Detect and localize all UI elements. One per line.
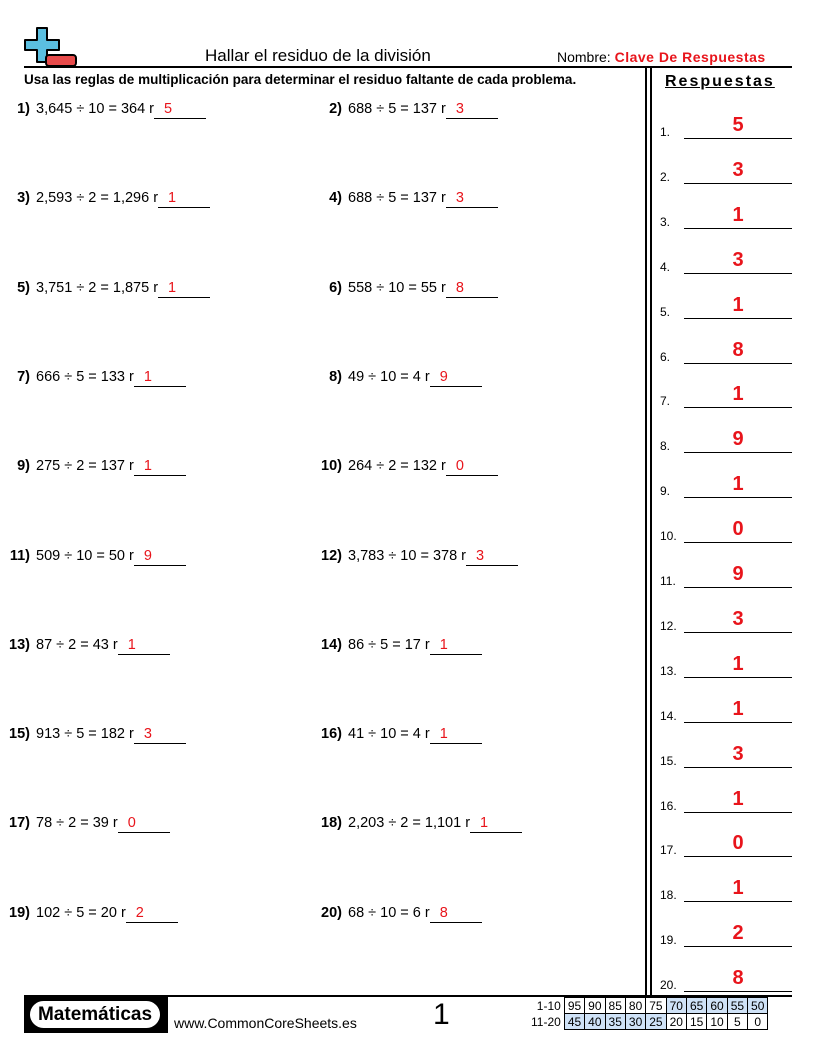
answer-key-item: [660, 378, 792, 408]
answer-key-item: [660, 603, 792, 633]
score-table: [528, 997, 768, 1030]
problem-number: 17): [9, 815, 30, 832]
answer-line: [684, 273, 792, 274]
problem-answer: 1: [134, 369, 186, 387]
answer-value: 3: [732, 248, 744, 271]
answer-number: 4.: [660, 259, 671, 274]
answer-key-item: [660, 693, 792, 723]
problem: [316, 637, 482, 655]
score-cell: 55: [727, 998, 747, 1014]
brand-label: Matemáticas: [30, 1001, 160, 1028]
answer-key-item: [660, 872, 792, 902]
answer-number: 17.: [660, 843, 677, 858]
answer-key-item: [660, 199, 792, 229]
answer-value: 1: [732, 203, 744, 226]
answer-key-item: [660, 917, 792, 947]
site-url: www.CommonCoreSheets.es: [174, 1015, 357, 1031]
problem: [316, 458, 498, 476]
answer-value: 8: [732, 338, 744, 361]
answer-key-item: [660, 513, 792, 543]
answer-number: 11.: [660, 574, 676, 588]
score-cell: 50: [748, 998, 768, 1014]
problem: [4, 280, 210, 298]
answer-number: 2.: [660, 169, 671, 184]
score-row: [528, 1014, 768, 1030]
problem-text: 3,645 ÷ 10 = 364 r: [36, 101, 155, 117]
worksheet-title: Hallar el residuo de la división: [205, 46, 431, 65]
answer-number: 8.: [660, 439, 671, 454]
answer-value: 0: [732, 518, 744, 541]
score-cell: 25: [646, 1014, 666, 1030]
answer-number: 19.: [660, 933, 677, 948]
answer-line: [684, 856, 792, 857]
problem-answer: 1: [134, 458, 186, 476]
problem: [316, 548, 518, 566]
score-row-label: 1-10: [536, 998, 561, 1013]
answer-key-item: [660, 468, 792, 498]
answer-line: [684, 407, 792, 408]
problem: [316, 101, 498, 119]
name-field: [557, 49, 766, 65]
problem-number: 10): [321, 458, 342, 475]
answer-number: 5.: [660, 304, 671, 319]
score-row: [528, 998, 768, 1014]
problem-answer: 3: [466, 548, 518, 566]
problem: [316, 815, 522, 833]
problem: [316, 726, 482, 744]
score-cell: 0: [748, 1014, 768, 1030]
problem-answer: 5: [154, 101, 206, 119]
problem: [4, 458, 186, 476]
problem-number: 20): [321, 904, 342, 921]
problem-answer: 1: [158, 280, 210, 298]
problem-text: 41 ÷ 10 = 4 r: [348, 726, 430, 743]
answer-value: 3: [732, 742, 744, 765]
problem-text: 275 ÷ 2 = 137 r: [36, 458, 134, 475]
answer-line: [684, 767, 792, 768]
answer-key-item: [660, 962, 792, 992]
answer-number: 10.: [660, 529, 677, 544]
score-cell: 80: [625, 998, 645, 1014]
name-label: Nombre:: [557, 49, 611, 65]
problem: [4, 190, 210, 208]
answer-line: [684, 183, 792, 184]
answer-line: [684, 363, 792, 364]
score-cell: 30: [625, 1014, 645, 1030]
problem-answer: 3: [446, 190, 498, 208]
problem-number: 8): [329, 368, 342, 385]
problem-answer: 8: [430, 905, 482, 923]
problem-text: 78 ÷ 2 = 39 r: [36, 815, 118, 832]
answer-line: [684, 497, 792, 498]
answer-number: 9.: [660, 484, 671, 499]
problem-answer: 9: [430, 369, 482, 387]
problem-text: 2,593 ÷ 2 = 1,296 r: [36, 190, 159, 207]
problem-number: 1): [17, 101, 30, 117]
answer-line: [684, 812, 792, 813]
instructions: Usa las reglas de multiplicación para determinar el residuo faltante de cada problema.: [24, 72, 577, 87]
problem: [316, 190, 498, 208]
answer-line: [684, 228, 792, 229]
problem-number: 5): [17, 279, 30, 296]
problem-answer: 1: [430, 637, 482, 655]
problem-answer: 2: [126, 905, 178, 923]
score-cell: 70: [666, 998, 686, 1014]
score-cell: 45: [564, 1014, 584, 1030]
score-cell: 95: [564, 998, 584, 1014]
problem-number: 11): [9, 547, 30, 564]
problem-text: 3,783 ÷ 10 = 378 r: [348, 547, 467, 564]
answer-key-item: [660, 154, 792, 184]
plus-minus-logo-icon: [22, 24, 80, 70]
score-cell: 15: [686, 1014, 706, 1030]
answer-number: 14.: [660, 708, 677, 723]
problem-answer: 3: [134, 726, 186, 744]
problem-text: 264 ÷ 2 = 132 r: [348, 458, 446, 475]
answer-value: 3: [732, 607, 744, 630]
problem-answer: 1: [118, 637, 170, 655]
answer-number: 12.: [660, 618, 677, 633]
score-cell: 90: [585, 998, 605, 1014]
score-cell: 35: [605, 1014, 625, 1030]
answer-number: 3.: [660, 214, 671, 229]
answer-key-item: [660, 738, 792, 768]
problem-text: 68 ÷ 10 = 6 r: [348, 904, 430, 921]
answer-value: 1: [732, 697, 744, 720]
answer-key-item: [660, 827, 792, 857]
problem: [4, 815, 170, 833]
problem-text: 86 ÷ 5 = 17 r: [348, 636, 430, 653]
answer-number: 6.: [660, 349, 671, 364]
answer-value: 1: [732, 877, 744, 900]
answer-key-item: [660, 289, 792, 319]
problem-number: 13): [9, 636, 30, 653]
answer-line: [684, 632, 792, 633]
problem-number: 2): [329, 101, 342, 117]
score-cell: 40: [585, 1014, 605, 1030]
problem-text: 49 ÷ 10 = 4 r: [348, 368, 430, 385]
problem-answer: 1: [158, 190, 210, 208]
problem-answer: 1: [430, 726, 482, 744]
answer-value: 9: [732, 428, 744, 451]
header-divider: [24, 66, 792, 68]
problem-text: 87 ÷ 2 = 43 r: [36, 636, 118, 653]
problem-answer: 3: [446, 101, 498, 119]
answer-value: 2: [732, 922, 744, 945]
score-cell: 20: [666, 1014, 686, 1030]
score-cell: 10: [707, 1014, 727, 1030]
answer-key-item: [660, 109, 792, 139]
answers-title: Respuestas: [665, 73, 775, 90]
score-cell: 60: [707, 998, 727, 1014]
answer-line: [684, 452, 792, 453]
problem-answer: 9: [134, 548, 186, 566]
answer-key-item: [660, 783, 792, 813]
problem-text: 2,203 ÷ 2 = 1,101 r: [348, 815, 471, 832]
problem-text: 688 ÷ 5 = 137 r: [348, 101, 446, 117]
score-cell: 65: [686, 998, 706, 1014]
brand-logo: [24, 997, 168, 1033]
problem-answer: 8: [446, 280, 498, 298]
problem-text: 102 ÷ 5 = 20 r: [36, 904, 126, 921]
problem-number: 16): [321, 726, 342, 743]
answer-value: 1: [732, 652, 744, 675]
problem-text: 913 ÷ 5 = 182 r: [36, 726, 134, 743]
problem: [316, 280, 498, 298]
answer-number: 20.: [660, 978, 677, 993]
problem-number: 3): [17, 190, 30, 207]
answer-value: 1: [732, 787, 744, 810]
answer-key-item: [660, 423, 792, 453]
answer-value: 5: [732, 114, 744, 136]
column-divider: [645, 68, 647, 995]
problem: [4, 548, 186, 566]
page-number: 1: [433, 998, 450, 1031]
problem: [4, 101, 206, 119]
problem-number: 4): [329, 190, 342, 207]
answer-line: [684, 138, 792, 139]
name-value: Clave De Respuestas: [614, 49, 766, 65]
answer-value: 0: [732, 832, 744, 855]
problem: [4, 369, 186, 387]
answer-line: [684, 542, 792, 543]
answer-value: 3: [732, 158, 744, 181]
answer-value: 1: [732, 293, 744, 316]
answer-number: 16.: [660, 798, 677, 813]
answer-number: 15.: [660, 753, 677, 768]
problem-answer: 0: [446, 458, 498, 476]
answer-value: 9: [732, 563, 744, 585]
problem-number: 12): [321, 547, 342, 564]
problem: [316, 905, 482, 923]
answer-value: 1: [732, 383, 744, 406]
answer-line: [684, 587, 792, 588]
problem-answer: 1: [470, 815, 522, 833]
problem-number: 7): [17, 368, 30, 385]
problem-text: 3,751 ÷ 2 = 1,875 r: [36, 279, 159, 296]
problem-number: 15): [9, 726, 30, 743]
problem-number: 9): [17, 458, 30, 475]
answer-line: [684, 677, 792, 678]
column-divider: [650, 68, 652, 995]
answer-value: 1: [732, 473, 744, 496]
problem-number: 6): [329, 279, 342, 296]
answer-line: [684, 722, 792, 723]
answer-line: [684, 901, 792, 902]
problem-number: 19): [9, 904, 30, 921]
problem-text: 509 ÷ 10 = 50 r: [36, 547, 134, 564]
answer-line: [684, 946, 792, 947]
problem-number: 14): [321, 636, 342, 653]
problem-text: 666 ÷ 5 = 133 r: [36, 368, 134, 385]
problem-number: 18): [321, 815, 342, 832]
problem: [316, 369, 482, 387]
answer-number: 1.: [660, 125, 671, 139]
problem-text: 688 ÷ 5 = 137 r: [348, 190, 446, 207]
answer-key-item: [660, 334, 792, 364]
answer-number: 18.: [660, 888, 677, 903]
answer-number: 13.: [660, 663, 677, 678]
answer-key-item: [660, 244, 792, 274]
problem: [4, 726, 186, 744]
problem: [4, 905, 178, 923]
answer-key-item: [660, 558, 792, 588]
score-cell: 75: [646, 998, 666, 1014]
score-cell: 85: [605, 998, 625, 1014]
problem-answer: 0: [118, 815, 170, 833]
answer-key-item: [660, 648, 792, 678]
score-row-label: 11-20: [531, 1014, 561, 1029]
problem: [4, 637, 170, 655]
score-cell: 5: [727, 1014, 747, 1030]
answer-value: 8: [732, 967, 744, 990]
answer-number: 7.: [660, 394, 671, 409]
answer-line: [684, 318, 792, 319]
answer-line: [684, 991, 792, 992]
problem-text: 558 ÷ 10 = 55 r: [348, 279, 446, 296]
